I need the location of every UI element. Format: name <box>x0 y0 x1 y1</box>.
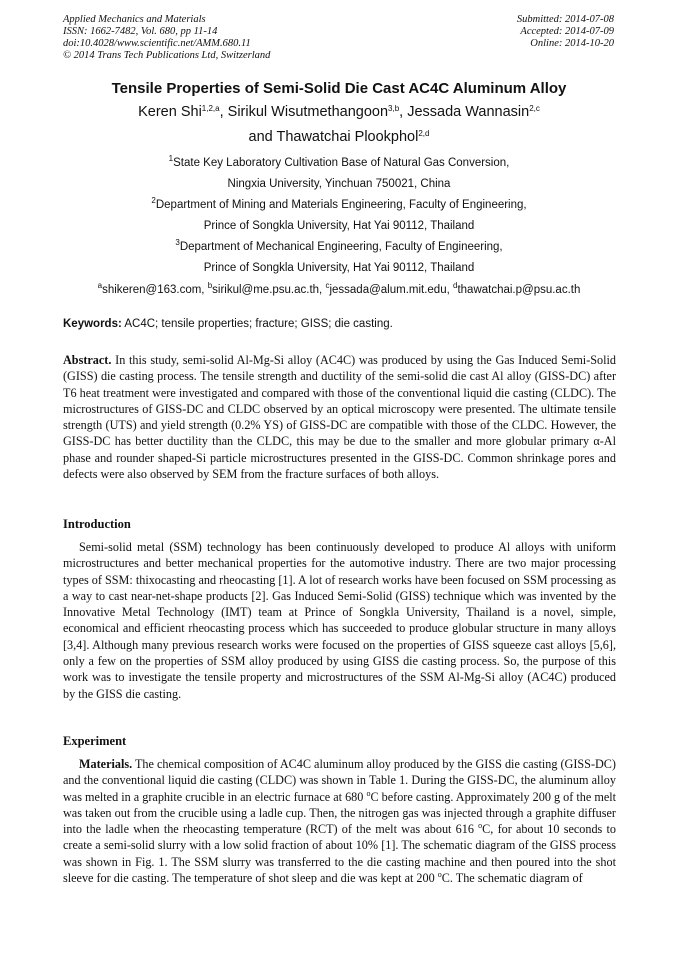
author-line-1 <box>0 104 678 120</box>
author-sup: 2,d <box>418 129 430 138</box>
introduction-heading: Introduction <box>63 517 131 531</box>
author-sup: 1,2,a <box>201 104 220 113</box>
email-link[interactable]: sirikul@me.psu.ac.th, <box>212 284 326 296</box>
doi-line: doi:10.4028/www.scientific.net/AMM.680.11 <box>63 38 251 49</box>
author-name: and Thawatchai Plookphol <box>248 129 419 145</box>
email-link[interactable]: thawatchai.p@psu.ac.th <box>457 284 581 296</box>
dates-info <box>517 14 614 50</box>
keywords <box>63 318 618 330</box>
issn-line: ISSN: 1662-7482, Vol. 680, pp 11-14 <box>63 26 218 37</box>
materials-label: Materials. <box>79 757 133 771</box>
paper-title: Tensile Properties of Semi-Solid Die Cast AC4C Aluminum Alloy <box>111 80 567 97</box>
author-sup: 2,c <box>529 104 540 113</box>
affiliation-3-line-2: Prince of Songkla University, Hat Yai 90112, Thailand <box>203 262 475 274</box>
abstract-paragraph <box>63 352 616 482</box>
introduction-paragraph: Semi-solid metal (SSM) technology has been continuously developed to produce Al alloys with uniform microstructures and better mechanical properties for the automotive industry. There are two major processing types of SSM: thixocasting and rheocasting [1]. A lot of research works have been focused on SSM processing as a way to cast near-net-shape products [2]. Gas Induced Semi-Solid (GISS) technique which was invented by the Innovative Metal Technology (IMT) team at Prince of Songkla University, Thailand is a novel, simple, economical and efficient rheocasting process which has succeeded to produce globular structure in many alloys [3,4]. Although many previous research works were focused on the properties of GISS squeeze cast alloys [5,6], only a few on the properties of SSM alloy produced by using GISS die casting process. So, the purpose of this work was to investigate the tensile property and microstructures of the SSM Al-Mg-Si alloy (AC4C) produced by the GISS die casting. <box>63 540 616 701</box>
journal-info <box>63 14 270 62</box>
keywords-label: Keywords: <box>63 318 122 330</box>
email-link[interactable]: shikeren@163.com, <box>102 284 208 296</box>
author-name: , Sirikul Wisutmethangoon <box>219 104 389 120</box>
author-name: Keren Shi <box>138 104 202 120</box>
online-date: Online: 2014-10-20 <box>530 38 614 49</box>
affiliation-3-line-1: $^3$Department of Mechanical Engineering, Faculty of Engineering, <box>175 238 503 253</box>
affiliation-1-line-2: Ningxia University, Yinchuan 750021, China <box>227 178 451 190</box>
author-sup: 3,b <box>388 104 400 113</box>
email-link[interactable]: jessada@alum.mit.edu, <box>329 284 453 296</box>
author-line-2 <box>0 129 678 145</box>
affiliation-2-line-2: Prince of Songkla University, Hat Yai 90112, Thailand <box>203 220 475 232</box>
affiliation-2-line-1: $^2$Department of Mining and Materials Engineering, Faculty of Engineering, <box>151 196 527 211</box>
abstract-label: Abstract. <box>63 353 112 367</box>
experiment-paragraph: Materials. The chemical composition of AC4C aluminum alloy produced by the GISS die casting (GISS-DC) and the conventional liquid die casting (CLDC) was shown in Table 1. During the GISS-DC, the aluminum alloy was melted in a graphite crucible in an electric furnace at 680 $^o$C before casting. Approximately 200 g of the melt was taken out from the crucible using a ladle cup. Then, the nitrogen gas was injected through a graphite diffuser into the ladle when the rheocasting temperature (RCT) of the melt was about 616 $^o$C, for about 10 seconds to create a semi-solid slurry with a low solid fraction of about 10% [1]. The schematic diagram of the GISS process was shown in Fig. 1. The SSM slurry was transferred to the die casting machine and then poured into the shot sleeve for die casting. The temperature of shot sleep and die was kept at 200 $^o$C. The schematic diagram of <box>63 757 617 886</box>
affiliation-1-line-1: $^1$State Key Laboratory Cultivation Base of Natural Gas Conversion, <box>168 154 510 169</box>
journal-name: Applied Mechanics and Materials <box>63 14 206 25</box>
abstract-text: In this study, semi-solid Al-Mg-Si alloy (AC4C) was produced by using the Gas Induced Semi-Solid (GISS) die casting process. The tensile strength and ductility of the semi-solid die cast Al alloy (GISS-DC) after T6 heat treatment were investigated and compared with those of the conventional liquid die casting (CLDC). The microstructures of GISS-DC and CLDC observed by an optical microscopy were presented. The ultimate tensile strength (UTS) and yield strength (0.2% YS) of GISS-DC are compatible with those of the CLDC. However, the GISS-DC has better ductility than the CLDC, this may be due to the smaller and more globular primary α-Al phase and rounder shaped-Si particle microstructures presented in the GISS-DC. Common shrinkage pores and defects were also observed by SEM from the fracture surfaces of both alloys. <box>63 353 616 482</box>
keywords-text: AC4C; tensile properties; fracture; GISS; die casting. <box>121 318 393 330</box>
accepted-date: Accepted: 2014-07-09 <box>520 26 614 37</box>
author-name: , Jessada Wannasin <box>399 104 530 120</box>
experiment-heading: Experiment <box>63 734 127 748</box>
email-line: $^a$shikeren@163.com, $^b$sirikul@me.psu.ac.th, $^c$jessada@alum.mit.edu, $^d$thawatchai.p@psu.ac.th <box>97 281 581 296</box>
copyright-line: © 2014 Trans Tech Publications Ltd, Switzerland <box>63 50 271 61</box>
submitted-date: Submitted: 2014-07-08 <box>516 14 614 25</box>
